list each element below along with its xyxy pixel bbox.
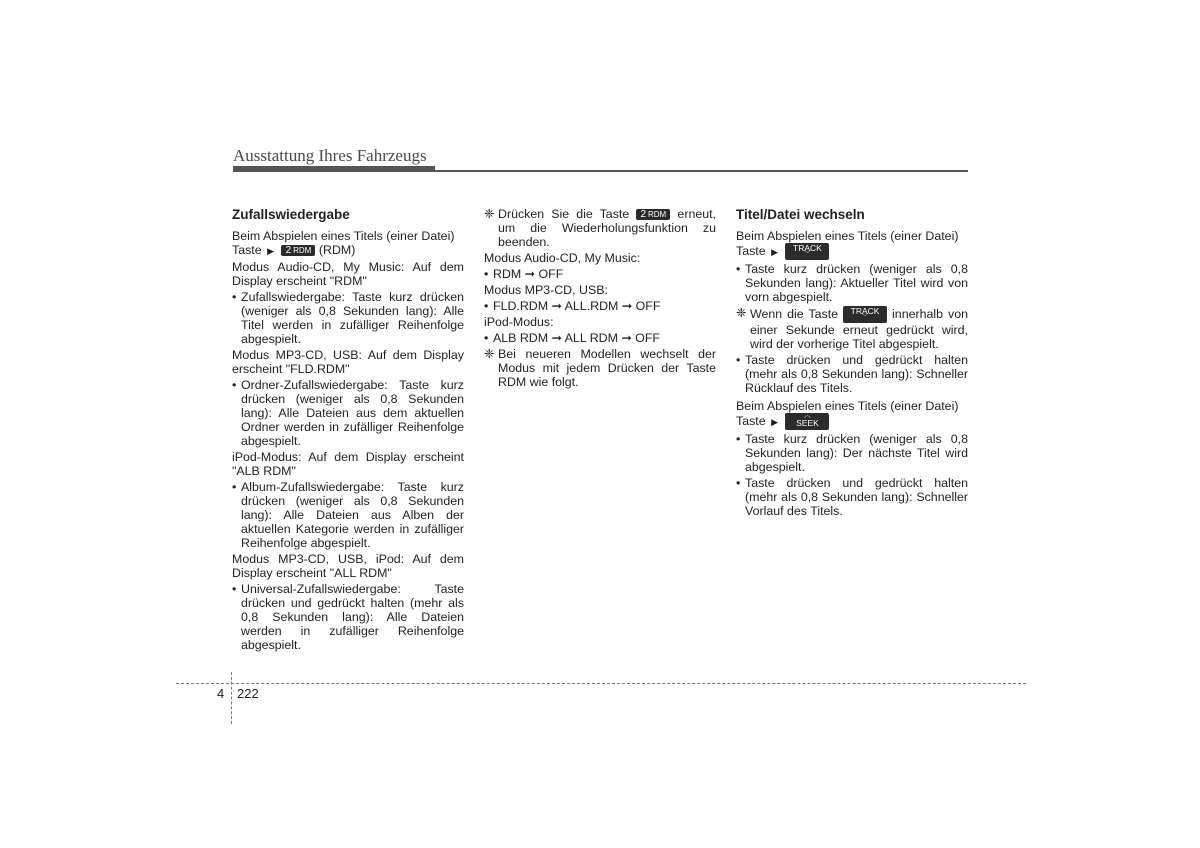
note-item	[484, 347, 716, 389]
play-arrow-icon: ▶	[267, 246, 274, 256]
list-item: • Zufallswiedergabe: Taste kurz drücken (weniger als 0,8 Sekunden lang): Alle Titel werden in zufälliger Reihenfolge abgespielt.	[232, 290, 464, 346]
note-item	[736, 306, 968, 351]
mode-text: iPod-Modus: Auf dem Display erscheint "ALB RDM"	[232, 450, 464, 478]
intro-line: Beim Abspielen eines Titels (einer Datei)	[736, 229, 959, 243]
rdm-key-number: 2	[640, 209, 646, 221]
note-text-pre: Wenn die Taste	[750, 306, 839, 321]
list-item: • Album-Zufallswiedergabe: Taste kurz drücken (weniger als 0,8 Sekunden lang): Alle Dateien aus Alben der aktuellen Kategorie werden in zufälliger Reihenfolge abgespielt.	[232, 480, 464, 550]
list-item: • Universal-Zufallswiedergabe: Taste drücken und gedrückt halten (mehr als 0,8 Sekunden lang): Alle Dateien werden in zufälliger Reihenfolge abgespielt.	[232, 582, 464, 652]
seek-key-label: SEEK	[796, 418, 819, 428]
intro-line: Beim Abspielen eines Titels (einer Datei)	[736, 399, 959, 413]
list-item: • Taste kurz drücken (weniger als 0,8 Sekunden lang): Der nächste Titel wird abgespielt.	[736, 432, 968, 474]
sequence-item: • FLD.RDM ➞ ALL.RDM ➞ OFF	[484, 299, 716, 313]
mode-text: Modus MP3-CD, USB:	[484, 283, 608, 297]
intro-text	[232, 229, 464, 258]
intro-text	[736, 399, 968, 430]
taste-label: Taste	[232, 243, 262, 257]
section-heading: Titel/Datei wechseln	[736, 207, 865, 222]
page-header-title: Ausstattung Ihres Fahrzeugs	[233, 146, 427, 165]
chapter-number: 4	[217, 686, 225, 701]
mode-text: iPod-Modus:	[484, 315, 554, 329]
header-rule	[233, 170, 968, 172]
footer-rule	[176, 683, 1026, 684]
taste-label: Taste	[736, 243, 766, 258]
note-item	[484, 207, 716, 249]
chevron-up-icon: ︿	[803, 412, 811, 419]
rdm-key-label: RDM	[648, 210, 667, 220]
taste-label: Taste	[736, 413, 766, 428]
note-mark-icon: ❈	[484, 347, 495, 361]
mode-text: Modus MP3-CD, USB: Auf dem Display erscheint "FLD.RDM"	[232, 348, 464, 376]
track-key-label: TRACK	[793, 243, 822, 253]
mode-text: Modus Audio-CD, My Music: Auf dem Display erscheint "RDM"	[232, 260, 464, 288]
page-number: 222	[237, 686, 259, 701]
footer-divider	[231, 672, 232, 724]
mode-text: Modus MP3-CD, USB, iPod: Auf dem Display erscheint "ALL RDM"	[232, 552, 464, 580]
intro-line: Beim Abspielen eines Titels (einer Datei)	[232, 229, 455, 243]
list-item: • Taste drücken und gedrückt halten (mehr als 0,8 Sekunden lang): Schneller Vorlauf des Titels.	[736, 476, 968, 518]
column-random-playback	[232, 207, 464, 654]
track-key-label: TRACK	[850, 306, 880, 316]
note-mark-icon: ❈	[736, 306, 747, 320]
key-suffix: (RDM)	[318, 243, 356, 257]
rdm-key-number: 2	[285, 245, 292, 257]
note-text-post: erneut, um die Wiederholungsfunktion zu beenden.	[498, 207, 716, 249]
list-item: • Taste kurz drücken (weniger als 0,8 Sekunden lang): Aktueller Titel wird von vorn abgespielt.	[736, 262, 968, 304]
mode-text: Modus Audio-CD, My Music:	[484, 251, 641, 265]
track-key-icon	[785, 243, 829, 260]
column-repeat-notes	[484, 207, 716, 391]
rdm-key-icon	[636, 209, 670, 220]
sequence-item: • ALB RDM ➞ ALL RDM ➞ OFF	[484, 331, 716, 345]
play-arrow-icon: ▶	[771, 416, 778, 427]
note-text-pre: Drücken Sie die Taste	[498, 207, 630, 221]
note-text-post: innerhalb von einer Sekunde erneut gedrückt wird, wird der vorherige Titel abgespielt.	[750, 306, 968, 351]
list-item: • Taste drücken und gedrückt halten (mehr als 0,8 Sekunden lang): Schneller Rücklauf des Titels.	[736, 353, 968, 395]
play-arrow-icon: ▶	[771, 246, 778, 257]
section-heading: Zufallswiedergabe	[232, 207, 350, 222]
chevron-down-icon: ﹀	[861, 314, 869, 321]
sequence-item: • RDM ➞ OFF	[484, 267, 716, 281]
note-text: Bei neueren Modellen wechselt der Modus mit jedem Drücken der Taste RDM wie folgt.	[498, 347, 716, 389]
rdm-key-icon	[281, 245, 315, 256]
chevron-down-icon: ﹀	[803, 251, 811, 258]
rdm-key-label: RDM	[293, 246, 312, 256]
column-track-change	[736, 207, 968, 520]
note-mark-icon: ❈	[484, 207, 495, 221]
track-key-icon	[843, 306, 887, 323]
intro-text	[736, 229, 968, 260]
seek-key-icon	[785, 413, 829, 430]
list-item: • Ordner-Zufallswiedergabe: Taste kurz drücken (weniger als 0,8 Sekunden lang): Alle Dateien aus dem aktuellen Ordner werden in zufälliger Reihenfolge abgespielt.	[232, 378, 464, 448]
